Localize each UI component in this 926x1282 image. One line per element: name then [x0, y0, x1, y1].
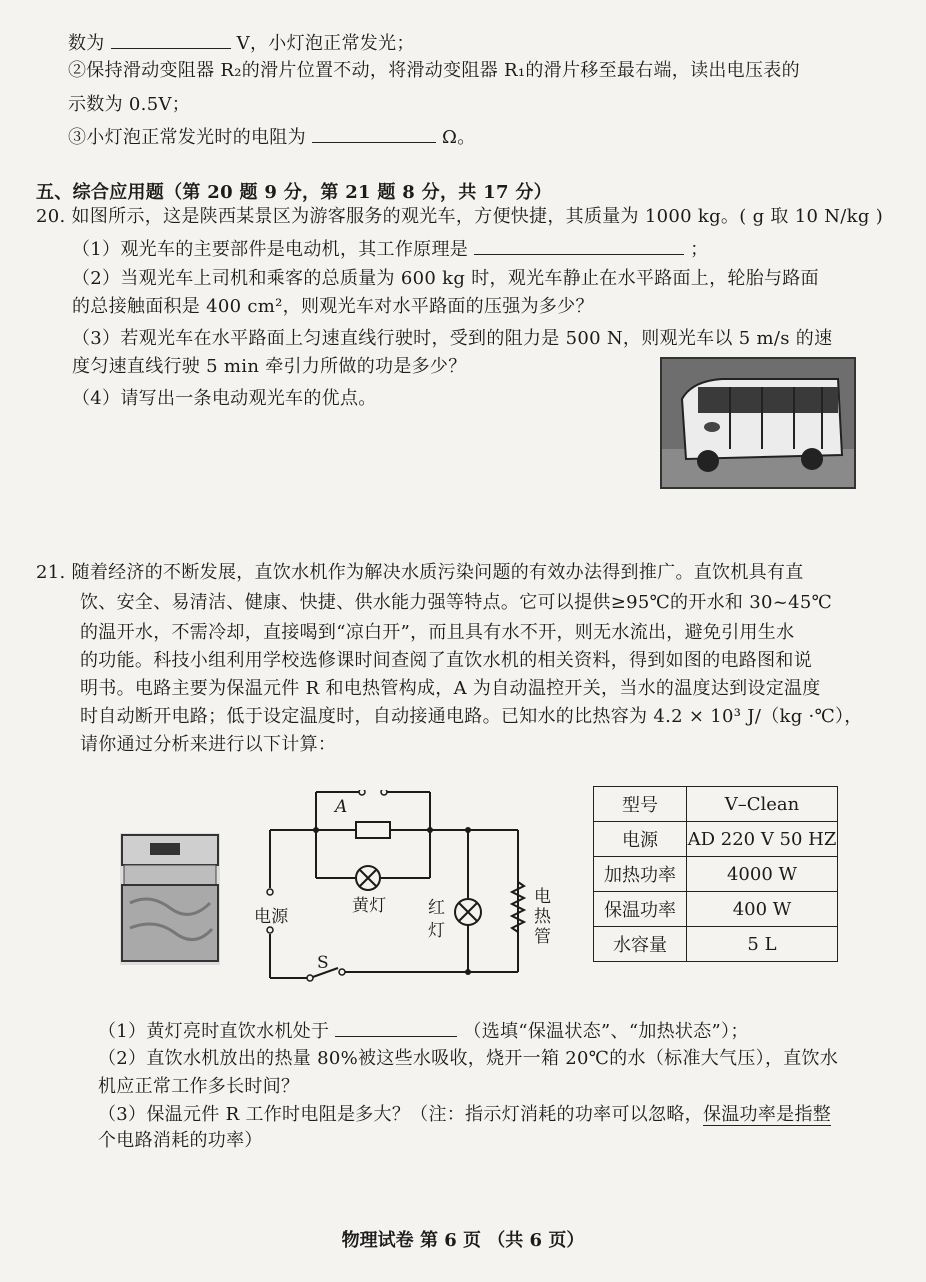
table-row: 水容量 5 L [594, 927, 838, 962]
heater-label-2: 热 [534, 907, 552, 927]
top-line-4: ③小灯泡正常发光时的电阻为 Ω。 [68, 124, 476, 151]
water-dispenser-icon [120, 833, 220, 965]
table-row: 加热功率 4000 W [594, 857, 838, 892]
top-line-3: 示数为 0.5V； [68, 94, 191, 115]
sightseeing-car-icon [662, 359, 854, 487]
answer-blank-state[interactable] [335, 1018, 457, 1037]
q20-part2-line1: （2）当观光车上司机和乘客的总质量为 600 kg 时，观光车静止在水平路面上，轮胎与路面 [72, 268, 819, 289]
table-row: 保温功率 400 W [594, 892, 838, 927]
q20-part2-line2: 的总接触面积是 400 cm²，则观光车对水平路面的压强为多少？ [72, 296, 594, 317]
switch-a-label: A [335, 797, 348, 817]
q21-line-1: 21. 随着经济的不断发展，直饮水机作为解决水质污染问题的有效办法得到推广。直饮机具有直 [36, 562, 804, 583]
q20-part4: （4）请写出一条电动观光车的优点。 [72, 388, 377, 409]
q21-sub2-line2: 机应正常工作多长时间？ [98, 1076, 300, 1097]
sightseeing-car-photo [660, 357, 856, 489]
q21-line-3: 的温开水，不需冷却，直接喝到“凉白开”，而且具有水不开，则无水流出，避免引用生水 [80, 622, 795, 643]
q21-line-2: 饮、安全、易清洁、健康、快捷、供水能力强等特点。它可以提供≥95℃的开水和 30~45℃ [80, 592, 833, 613]
q21-line-6: 时自动断开电路；低于设定温度时，自动接通电路。已知水的比热容为 4.2 × 10³ J/（kg ·℃）， [80, 706, 863, 727]
q21-sub2-line1: （2）直饮水机放出的热量 80%被这些水吸收，烧开一箱 20℃的水（标准大气压），直饮水 [98, 1048, 839, 1069]
q21-line-7: 请你通过分析来进行以下计算： [80, 734, 337, 755]
heater-label-1: 电 [534, 887, 552, 907]
q20-part1: （1）观光车的主要部件是电动机，其工作原理是 ； [72, 236, 708, 263]
section-title: 五、综合应用题（第 20 题 9 分，第 21 题 8 分，共 17 分） [36, 182, 552, 203]
answer-blank-motor-principle[interactable] [474, 236, 684, 255]
water-dispenser-photo [120, 833, 220, 965]
table-row: 电源 AD 220 V 50 HZ [594, 822, 838, 857]
q21-line-5: 明书。电路主要为保温元件 R 和电热管构成，A 为自动温控开关，当水的温度达到设定温度 [80, 678, 821, 699]
heater-label-3: 管 [534, 927, 552, 947]
yellow-lamp-label: 黄灯 [352, 896, 387, 916]
q21-sub3-underlined: 保温功率是指整 [702, 1104, 832, 1125]
answer-blank-resistance[interactable] [312, 124, 436, 143]
table-row: 型号 V–Clean [594, 787, 838, 822]
answer-blank-voltage[interactable] [111, 30, 231, 49]
q21-sub1: （1）黄灯亮时直饮水机处于 （选填“保温状态”、“加热状态”）； [98, 1018, 749, 1045]
power-source-label: 电源 [254, 907, 289, 927]
circuit-diagram [250, 790, 580, 990]
q20-part3-line1: （3）若观光车在水平路面上匀速直线行驶时，受到的阻力是 500 N，则观光车以 5 m/s 的速 [72, 328, 833, 349]
spec-table [593, 786, 838, 962]
red-lamp-label-2: 灯 [428, 921, 446, 941]
q20-stem: 20. 如图所示，这是陕西某景区为游客服务的观光车，方便快捷，其质量为 1000 kg。( g 取 10 N/kg ) [36, 206, 884, 227]
q20-part3-line2: 度匀速直线行驶 5 min 牵引力所做的功是多少？ [72, 356, 467, 377]
q21-line-4: 的功能。科技小组利用学校选修课时间查阅了直饮水机的相关资料，得到如图的电路图和说 [80, 650, 812, 671]
q21-sub3-line2: 个电路消耗的功率） [98, 1130, 263, 1151]
top-line-2: ②保持滑动变阻器 R₂的滑片位置不动，将滑动变阻器 R₁的滑片移至最右端，读出电压表的 [68, 60, 800, 81]
q21-sub3-line1: （3）保温元件 R 工作时电阻是多大？（注：指示灯消耗的功率可以忽略，保温功率是指整 [98, 1104, 832, 1125]
red-lamp-label-1: 红 [428, 898, 446, 918]
page-footer: 物理试卷 第 6 页 （共 6 页） [341, 1230, 585, 1251]
top-line-1: 数为 V，小灯泡正常发光； [68, 30, 415, 57]
switch-s-label: S [317, 953, 329, 973]
